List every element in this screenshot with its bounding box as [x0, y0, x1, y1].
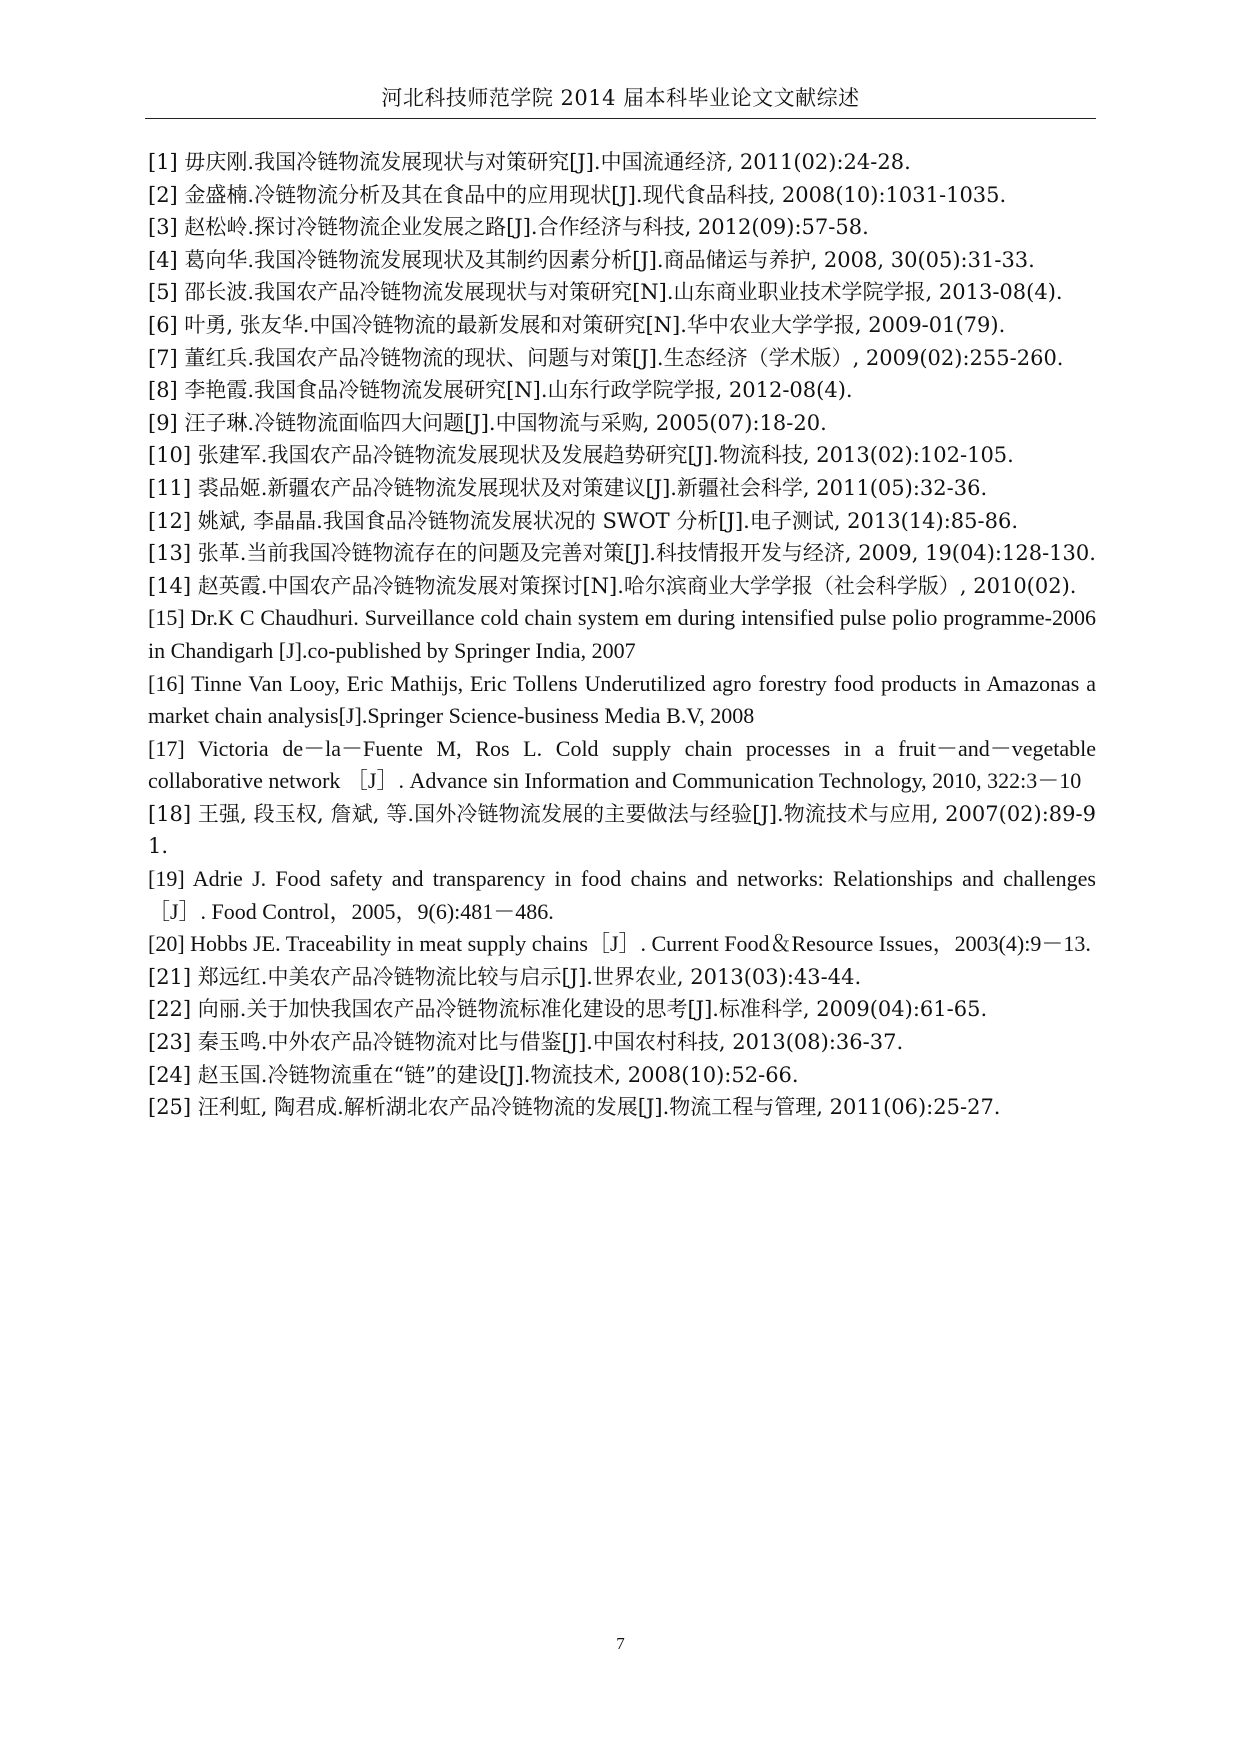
page-header-title: 河北科技师范学院 2014 届本科毕业论文文献综述	[381, 86, 860, 110]
reference-item: [2] 金盛楠.冷链物流分析及其在食品中的应用现状[J].现代食品科技, 2008(10):1031-1035.	[148, 182, 1007, 207]
reference-item: [17] Victoria de－la－Fuente M, Ros L. Cold supply chain processes in a fruit－and－vegetable collaborative network ［J］. Advance sin Information and Communication Technology, 2010, 322:3－10	[148, 735, 1096, 794]
reference-item: [9] 汪子琳.冷链物流面临四大问题[J].中国物流与采购, 2005(07):18-20.	[148, 410, 827, 435]
reference-item: [22] 向丽.关于加快我国农产品冷链物流标准化建设的思考[J].标准科学, 2009(04):61-65.	[148, 997, 988, 1022]
reference-item: [8] 李艳霞.我国食品冷链物流发展研究[N].山东行政学院学报, 2012-08(4).	[148, 378, 853, 403]
reference-item: [12] 姚斌, 李晶晶.我国食品冷链物流发展状况的 SWOT 分析[J].电子测试, 2013(14):85-86.	[148, 508, 1019, 533]
page-number: 7	[616, 1634, 625, 1653]
reference-item: [15] Dr.K C Chaudhuri. Surveillance cold chain system em during intensified pulse polio programme-2006 in Chandigarh [J].co-published by Springer India, 2007	[148, 605, 1096, 663]
reference-item: [7] 董红兵.我国农产品冷链物流的现状、问题与对策[J].生态经济（学术版）, 2009(02):255-260.	[148, 345, 1064, 370]
reference-item: [10] 张建军.我国农产品冷链物流发展现状及发展趋势研究[J].物流科技, 2013(02):102-105.	[148, 443, 1014, 468]
reference-item: [11] 裘品姬.新疆农产品冷链物流发展现状及对策建议[J].新疆社会科学, 2011(05):32-36.	[148, 475, 988, 500]
reference-item: [1] 毋庆刚.我国冷链物流发展现状与对策研究[J].中国流通经济, 2011(02):24-28.	[148, 150, 911, 174]
reference-item: [16] Tinne Van Looy, Eric Mathijs, Eric Tollens Underutilized agro forestry food products in Amazonas a market chain analysis[J].Springer Science-business Media B.V, 2008	[148, 670, 1096, 729]
reference-item: [14] 赵英霞.中国农产品冷链物流发展对策探讨[N].哈尔滨商业大学学报（社会科学版）, 2010(02).	[148, 573, 1077, 598]
reference-item: [21] 郑远红.中美农产品冷链物流比较与启示[J].世界农业, 2013(03):43-44.	[148, 964, 862, 989]
reference-item: [25] 汪利虹, 陶君成.解析湖北农产品冷链物流的发展[J].物流工程与管理, 2011(06):25-27.	[148, 1095, 1001, 1120]
reference-item: [20] Hobbs JE. Traceability in meat supply chains［J］. Current Food＆Resource Issues，2003(4):9－13.	[148, 931, 1091, 957]
reference-item: [19] Adrie J. Food safety and transparency in food chains and networks: Relationships and challenges［J］. Food Control，2005，9(6):481－486.	[148, 866, 1096, 924]
reference-item: [5] 邵长波.我国农产品冷链物流发展现状与对策研究[N].山东商业职业技术学院学报, 2013-08(4).	[148, 280, 1063, 305]
reference-list	[148, 146, 1096, 1124]
reference-item: [3] 赵松岭.探讨冷链物流企业发展之路[J].合作经济与科技, 2012(09):57-58.	[148, 215, 869, 240]
reference-item: [23] 秦玉鸣.中外农产品冷链物流对比与借鉴[J].中国农村科技, 2013(08):36-37.	[148, 1030, 904, 1055]
reference-item: [13] 张革.当前我国冷链物流存在的问题及完善对策[J].科技情报开发与经济, 2009, 19(04):128-130.	[148, 541, 1096, 566]
header-rule	[145, 118, 1096, 119]
reference-item: [4] 葛向华.我国冷链物流发展现状及其制约因素分析[J].商品储运与养护, 2008, 30(05):31-33.	[148, 247, 1035, 272]
reference-item: [24] 赵玉国.冷链物流重在“链”的建设[J].物流技术, 2008(10):52-66.	[148, 1062, 799, 1087]
reference-item: [6] 叶勇, 张友华.中国冷链物流的最新发展和对策研究[N].华中农业大学学报, 2009-01(79).	[148, 312, 1006, 337]
reference-item: [18] 王强, 段玉权, 詹斌, 等.国外冷链物流发展的主要做法与经验[J].物流技术与应用, 2007(02):89-91.	[148, 801, 1096, 859]
